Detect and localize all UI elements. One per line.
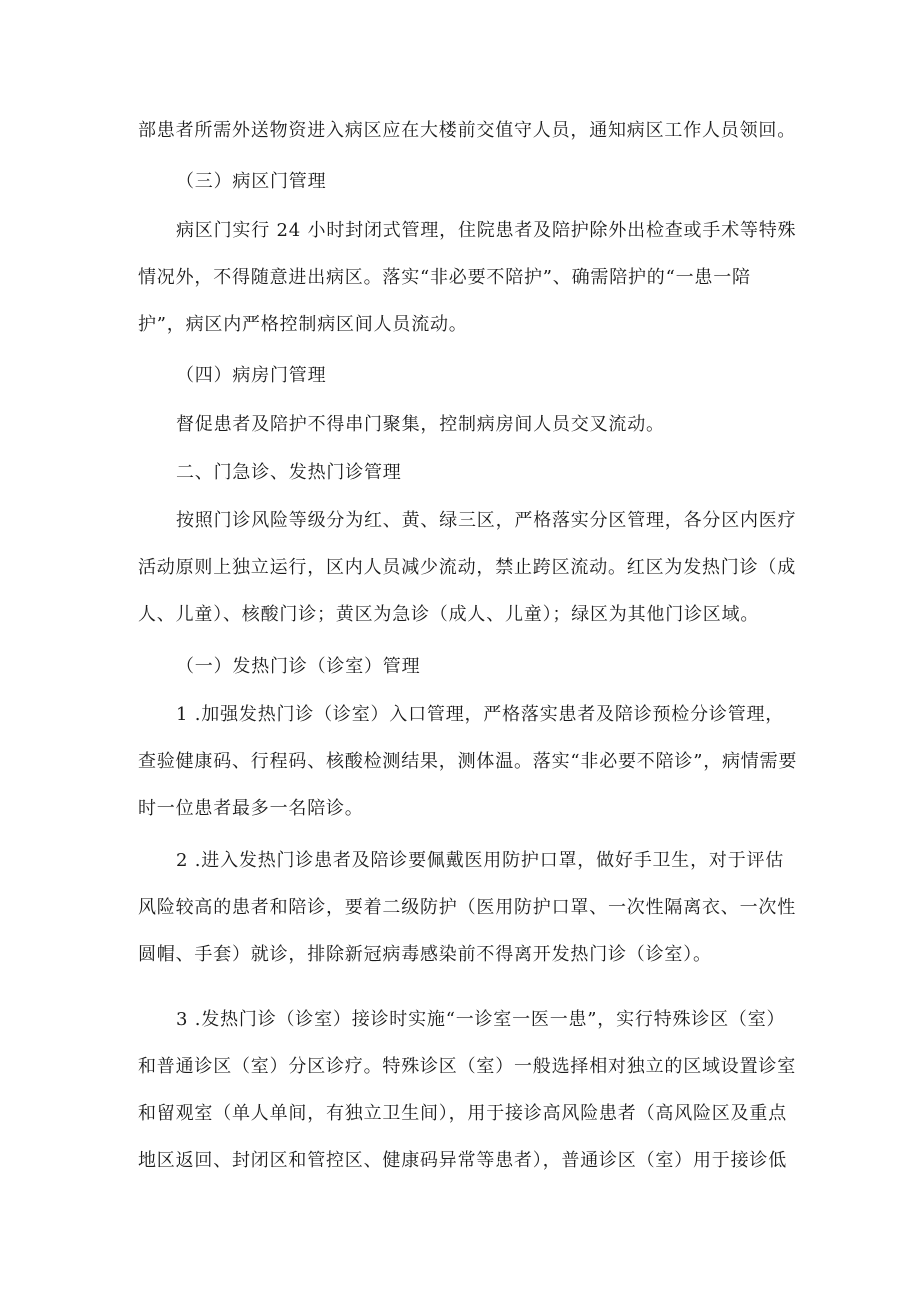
heading-ward-door: （三）病区门管理 — [176, 171, 327, 192]
paragraph-continuation: 部患者所需外送物资进入病区应在大楼前交值守人员，通知病区工作人员领回。 — [138, 120, 796, 141]
paragraph-ward-door: 病区门实行 24 小时封闭式管理，住院患者及陪护除外出检查或手术等特殊情况外，不得随意进出病区。落实“非必要不陪护”、确需陪护的“一患一陪护”，病区内严格控制病区间人员流动。 — [138, 220, 797, 335]
paragraph-item-3: 3 .发热门诊（诊室）接诊时实施“一诊室一医一患”，实行特殊诊区（室）和普通诊区（室）分区诊疗。特殊诊区（室）一般选择相对独立的区域设置诊室和留观室（单人单间，有独立卫生间），用于接诊高风险患者（高风险区及重点地区返回、封闭区和管控区、健康码异常等患者），普通诊区（室）用于接诊低 — [138, 1009, 796, 1171]
paragraph-item-2: 2 .进入发热门诊患者及陪诊要佩戴医用防护口罩，做好手卫生，对于评估风险较高的患者和陪诊，要着二级防护（医用防护口罩、一次性隔离衣、一次性圆帽、手套）就诊，排除新冠病毒感染前不得离开发热门诊（诊室）。 — [138, 850, 796, 965]
paragraph-item-1: 1 .加强发热门诊（诊室）入口管理，严格落实患者及陪诊预检分诊管理，查验健康码、行程码、核酸检测结果，测体温。落实“非必要不陪诊”，病情需要时一位患者最多一名陪诊。 — [138, 704, 798, 819]
heading-fever-clinic: （一）发热门诊（诊室）管理 — [176, 656, 421, 677]
paragraph-outpatient-zones: 按照门诊风险等级分为红、黄、绿三区，严格落实分区管理，各分区内医疗活动原则上独立运行，区内人员减少流动，禁止跨区流动。红区为发热门诊（成人、儿童）、核酸门诊；黄区为急诊（成人、儿童）；绿区为其他门诊区域。 — [138, 510, 797, 625]
heading-room-door: （四）病房门管理 — [176, 365, 327, 386]
heading-outpatient: 二、门急诊、发热门诊管理 — [176, 462, 402, 483]
paragraph-room-door: 督促患者及陪护不得串门聚集，控制病房间人员交叉流动。 — [176, 414, 665, 435]
